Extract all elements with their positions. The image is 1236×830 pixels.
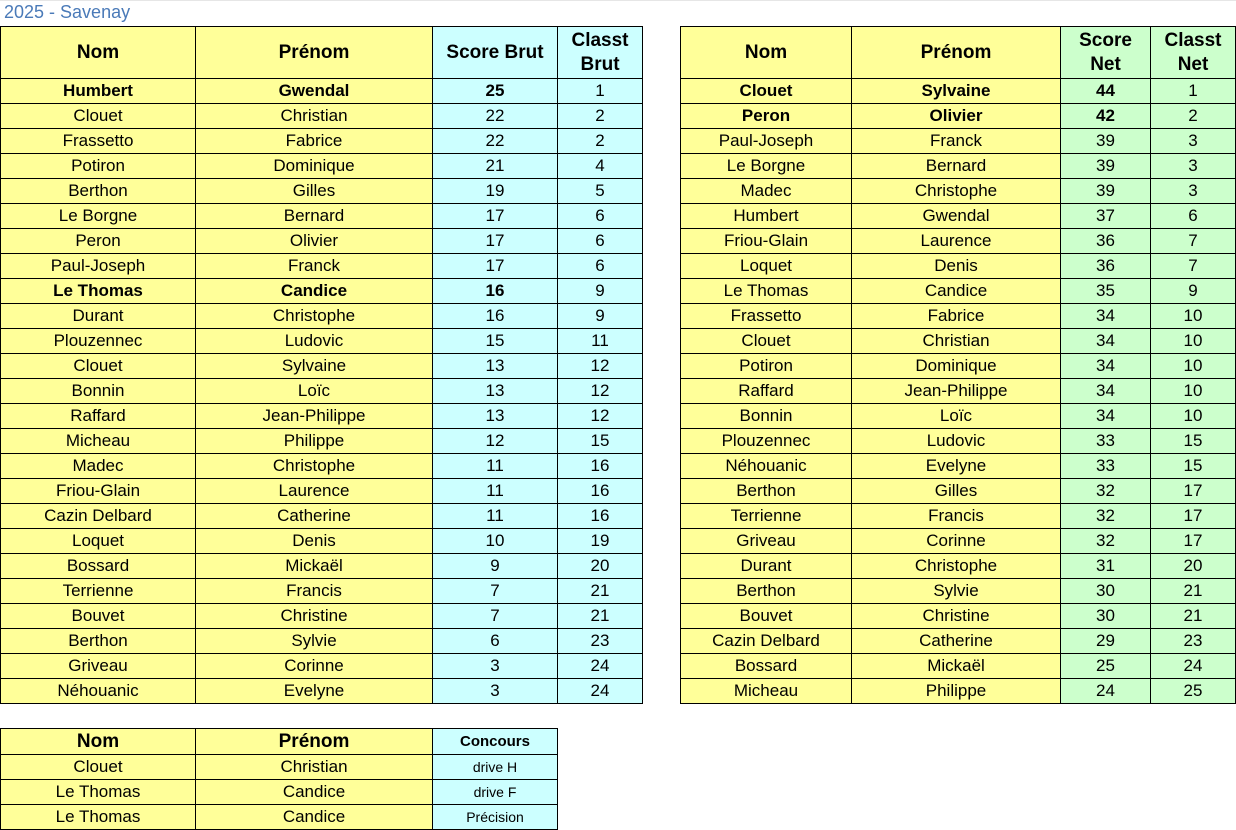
net-cell-nom[interactable]: Bonnin <box>681 404 852 429</box>
net-cell-classt[interactable]: 3 <box>1151 129 1236 154</box>
brut-header-score[interactable]: Score Brut <box>433 27 558 79</box>
brut-cell-prenom[interactable]: Fabrice <box>196 129 433 154</box>
brut-table-row <box>1 204 643 229</box>
brut-cell-score[interactable]: 16 <box>433 279 558 304</box>
net-cell-classt[interactable]: 10 <box>1151 354 1236 379</box>
brut-table-row <box>1 654 643 679</box>
net-cell-nom[interactable]: Berthon <box>681 479 852 504</box>
net-cell-nom[interactable]: Terrienne <box>681 504 852 529</box>
brut-cell-nom[interactable]: Terrienne <box>1 579 196 604</box>
net-cell-classt[interactable]: 24 <box>1151 654 1236 679</box>
net-cell-score[interactable]: 34 <box>1061 379 1151 404</box>
net-cell-classt[interactable]: 21 <box>1151 579 1236 604</box>
brut-cell-nom[interactable]: Peron <box>1 229 196 254</box>
net-cell-classt[interactable]: 25 <box>1151 679 1236 704</box>
net-cell-nom[interactable]: Bouvet <box>681 604 852 629</box>
brut-cell-nom[interactable]: Néhouanic <box>1 679 196 704</box>
brut-table-row <box>1 454 643 479</box>
net-cell-classt[interactable]: 10 <box>1151 304 1236 329</box>
brut-cell-classt[interactable]: 5 <box>558 179 643 204</box>
net-cell-nom[interactable]: Le Borgne <box>681 154 852 179</box>
net-table-row <box>681 354 1236 379</box>
brut-cell-score[interactable]: 13 <box>433 379 558 404</box>
brut-cell-classt[interactable]: 2 <box>558 129 643 154</box>
net-cell-prenom[interactable]: Fabrice <box>852 304 1061 329</box>
net-cell-classt[interactable]: 15 <box>1151 454 1236 479</box>
concours-cell-nom[interactable]: Clouet <box>1 755 196 780</box>
sheet-title: 2025 - Savenay <box>4 2 131 22</box>
brut-table-row <box>1 429 643 454</box>
brut-table-row <box>1 354 643 379</box>
net-cell-score[interactable]: 36 <box>1061 254 1151 279</box>
concours-cell-nom[interactable]: Le Thomas <box>1 780 196 805</box>
brut-table-row <box>1 179 643 204</box>
net-cell-score[interactable]: 33 <box>1061 429 1151 454</box>
net-cell-classt[interactable]: 10 <box>1151 404 1236 429</box>
net-cell-score[interactable]: 42 <box>1061 104 1151 129</box>
net-table-row <box>681 229 1236 254</box>
net-table-row <box>681 204 1236 229</box>
net-table-row <box>681 679 1236 704</box>
net-cell-score[interactable]: 30 <box>1061 604 1151 629</box>
net-cell-nom[interactable]: Durant <box>681 554 852 579</box>
net-cell-classt[interactable]: 17 <box>1151 504 1236 529</box>
brut-cell-nom[interactable]: Bouvet <box>1 604 196 629</box>
net-table-row <box>681 304 1236 329</box>
net-cell-classt[interactable]: 3 <box>1151 154 1236 179</box>
net-cell-prenom[interactable]: Franck <box>852 129 1061 154</box>
brut-cell-nom[interactable]: Clouet <box>1 354 196 379</box>
net-header-score[interactable] <box>1061 27 1151 79</box>
brut-cell-classt[interactable]: 4 <box>558 154 643 179</box>
brut-cell-prenom[interactable]: Gilles <box>196 179 433 204</box>
brut-table-row <box>1 279 643 304</box>
brut-header-row <box>1 27 643 79</box>
sheet-top-rule <box>0 0 1236 1</box>
net-cell-prenom[interactable]: Christophe <box>852 554 1061 579</box>
net-header-score-line1: Score <box>1079 29 1132 51</box>
brut-cell-classt[interactable]: 9 <box>558 304 643 329</box>
net-cell-score[interactable]: 34 <box>1061 329 1151 354</box>
net-header-row <box>681 27 1236 79</box>
net-cell-prenom[interactable]: Corinne <box>852 529 1061 554</box>
brut-table-row <box>1 79 643 104</box>
brut-cell-prenom[interactable]: Christophe <box>196 454 433 479</box>
brut-cell-prenom[interactable]: Christine <box>196 604 433 629</box>
brut-table-row <box>1 504 643 529</box>
net-cell-prenom[interactable]: Christian <box>852 329 1061 354</box>
brut-cell-prenom[interactable]: Dominique <box>196 154 433 179</box>
brut-cell-score[interactable]: 19 <box>433 179 558 204</box>
concours-cell-concours[interactable]: Précision <box>433 805 558 830</box>
net-cell-classt[interactable]: 6 <box>1151 204 1236 229</box>
brut-cell-nom[interactable]: Bossard <box>1 554 196 579</box>
net-table-row <box>681 329 1236 354</box>
brut-cell-nom[interactable]: Berthon <box>1 629 196 654</box>
brut-header-classt-line1: Classt <box>571 29 629 51</box>
brut-cell-prenom[interactable]: Philippe <box>196 429 433 454</box>
brut-table-row <box>1 404 643 429</box>
brut-cell-classt[interactable]: 24 <box>558 679 643 704</box>
net-cell-classt[interactable]: 20 <box>1151 554 1236 579</box>
brut-cell-score[interactable]: 21 <box>433 154 558 179</box>
net-cell-score[interactable]: 32 <box>1061 504 1151 529</box>
concours-table-body <box>1 755 558 830</box>
brut-cell-score[interactable]: 17 <box>433 254 558 279</box>
net-cell-score[interactable]: 29 <box>1061 629 1151 654</box>
concours-table-row <box>1 805 558 830</box>
brut-table-row <box>1 529 643 554</box>
brut-cell-classt[interactable]: 12 <box>558 404 643 429</box>
brut-cell-nom[interactable]: Friou-Glain <box>1 479 196 504</box>
net-table-row <box>681 529 1236 554</box>
brut-table-row <box>1 254 643 279</box>
brut-cell-score[interactable]: 11 <box>433 479 558 504</box>
brut-cell-score[interactable]: 7 <box>433 579 558 604</box>
net-cell-classt[interactable]: 17 <box>1151 479 1236 504</box>
net-cell-prenom[interactable]: Sylvaine <box>852 79 1061 104</box>
net-table-body <box>681 79 1236 704</box>
brut-cell-classt[interactable]: 2 <box>558 104 643 129</box>
net-table-row <box>681 129 1236 154</box>
net-cell-score[interactable]: 39 <box>1061 154 1151 179</box>
brut-cell-prenom[interactable]: Denis <box>196 529 433 554</box>
brut-cell-prenom[interactable]: Jean-Philippe <box>196 404 433 429</box>
brut-cell-score[interactable]: 3 <box>433 654 558 679</box>
brut-cell-score[interactable]: 15 <box>433 329 558 354</box>
net-cell-score[interactable]: 34 <box>1061 354 1151 379</box>
brut-cell-classt[interactable]: 16 <box>558 454 643 479</box>
net-table-row <box>681 504 1236 529</box>
brut-table-row <box>1 304 643 329</box>
net-cell-prenom[interactable]: Evelyne <box>852 454 1061 479</box>
net-cell-prenom[interactable]: Bernard <box>852 154 1061 179</box>
brut-cell-score[interactable]: 13 <box>433 404 558 429</box>
net-cell-nom[interactable]: Griveau <box>681 529 852 554</box>
brut-cell-nom[interactable]: Madec <box>1 454 196 479</box>
net-table-row <box>681 429 1236 454</box>
net-cell-nom[interactable]: Berthon <box>681 579 852 604</box>
concours-header-concours[interactable]: Concours <box>433 729 558 755</box>
net-cell-nom[interactable]: Frassetto <box>681 304 852 329</box>
brut-cell-classt[interactable]: 11 <box>558 329 643 354</box>
brut-cell-nom[interactable]: Le Borgne <box>1 204 196 229</box>
net-cell-prenom[interactable]: Olivier <box>852 104 1061 129</box>
net-cell-prenom[interactable]: Mickaël <box>852 654 1061 679</box>
net-header-classt-line1: Classt <box>1164 29 1222 51</box>
brut-cell-prenom[interactable]: Francis <box>196 579 433 604</box>
brut-cell-prenom[interactable]: Catherine <box>196 504 433 529</box>
brut-cell-classt[interactable]: 9 <box>558 279 643 304</box>
brut-cell-score[interactable]: 11 <box>433 504 558 529</box>
brut-cell-nom[interactable]: Frassetto <box>1 129 196 154</box>
brut-cell-prenom[interactable]: Christian <box>196 104 433 129</box>
concours-header-prenom[interactable]: Prénom <box>196 729 433 755</box>
net-cell-nom[interactable]: Raffard <box>681 379 852 404</box>
brut-table-row <box>1 154 643 179</box>
net-cell-prenom[interactable]: Gilles <box>852 479 1061 504</box>
brut-cell-score[interactable]: 10 <box>433 529 558 554</box>
brut-cell-nom[interactable]: Humbert <box>1 79 196 104</box>
concours-cell-prenom[interactable]: Christian <box>196 755 433 780</box>
net-cell-score[interactable]: 32 <box>1061 529 1151 554</box>
net-cell-score[interactable]: 35 <box>1061 279 1151 304</box>
brut-cell-classt[interactable]: 12 <box>558 379 643 404</box>
net-cell-score[interactable]: 34 <box>1061 404 1151 429</box>
brut-table-row <box>1 379 643 404</box>
net-cell-score[interactable]: 39 <box>1061 179 1151 204</box>
net-cell-nom[interactable]: Potiron <box>681 354 852 379</box>
concours-table-row <box>1 780 558 805</box>
concours-cell-concours[interactable]: drive F <box>433 780 558 805</box>
brut-cell-prenom[interactable]: Olivier <box>196 229 433 254</box>
net-cell-score[interactable]: 30 <box>1061 579 1151 604</box>
net-cell-prenom[interactable]: Gwendal <box>852 204 1061 229</box>
net-cell-classt[interactable]: 21 <box>1151 604 1236 629</box>
brut-cell-classt[interactable]: 1 <box>558 79 643 104</box>
brut-table-body <box>1 79 643 704</box>
brut-cell-prenom[interactable]: Franck <box>196 254 433 279</box>
net-cell-score[interactable]: 34 <box>1061 304 1151 329</box>
brut-cell-nom[interactable]: Paul-Joseph <box>1 254 196 279</box>
brut-header-nom[interactable]: Nom <box>1 27 196 79</box>
brut-cell-prenom[interactable]: Sylvie <box>196 629 433 654</box>
net-cell-classt[interactable]: 17 <box>1151 529 1236 554</box>
net-cell-nom[interactable]: Paul-Joseph <box>681 129 852 154</box>
net-header-nom[interactable]: Nom <box>681 27 852 79</box>
brut-cell-score[interactable]: 7 <box>433 604 558 629</box>
net-header-classt[interactable] <box>1151 27 1236 79</box>
concours-cell-prenom[interactable]: Candice <box>196 805 433 830</box>
brut-cell-nom[interactable]: Berthon <box>1 179 196 204</box>
concours-cell-concours[interactable]: drive H <box>433 755 558 780</box>
brut-table-row <box>1 104 643 129</box>
net-table-row <box>681 629 1236 654</box>
brut-cell-prenom[interactable]: Christophe <box>196 304 433 329</box>
brut-cell-score[interactable]: 25 <box>433 79 558 104</box>
net-cell-nom[interactable]: Peron <box>681 104 852 129</box>
net-cell-nom[interactable]: Cazin Delbard <box>681 629 852 654</box>
net-cell-prenom[interactable]: Philippe <box>852 679 1061 704</box>
brut-header-classt-line2: Brut <box>580 53 620 75</box>
concours-cell-nom[interactable]: Le Thomas <box>1 805 196 830</box>
net-table-row <box>681 404 1236 429</box>
net-table-row <box>681 579 1236 604</box>
brut-cell-classt[interactable]: 24 <box>558 654 643 679</box>
net-cell-prenom[interactable]: Candice <box>852 279 1061 304</box>
net-ranking-table <box>680 26 1236 704</box>
brut-table-row <box>1 329 643 354</box>
net-cell-score[interactable]: 44 <box>1061 79 1151 104</box>
net-table-row <box>681 654 1236 679</box>
brut-cell-classt[interactable]: 6 <box>558 229 643 254</box>
brut-cell-score[interactable]: 13 <box>433 354 558 379</box>
net-cell-nom[interactable]: Madec <box>681 179 852 204</box>
net-cell-prenom[interactable]: Denis <box>852 254 1061 279</box>
net-cell-prenom[interactable]: Laurence <box>852 229 1061 254</box>
brut-cell-prenom[interactable]: Sylvaine <box>196 354 433 379</box>
brut-cell-classt[interactable]: 15 <box>558 429 643 454</box>
brut-cell-prenom[interactable]: Laurence <box>196 479 433 504</box>
net-cell-score[interactable]: 33 <box>1061 454 1151 479</box>
brut-cell-nom[interactable]: Loquet <box>1 529 196 554</box>
concours-table <box>0 728 558 830</box>
net-cell-nom[interactable]: Micheau <box>681 679 852 704</box>
brut-table-row <box>1 229 643 254</box>
net-table-row <box>681 104 1236 129</box>
net-cell-nom[interactable]: Loquet <box>681 254 852 279</box>
brut-cell-score[interactable]: 22 <box>433 104 558 129</box>
brut-cell-nom[interactable]: Bonnin <box>1 379 196 404</box>
brut-header-prenom[interactable]: Prénom <box>196 27 433 79</box>
net-table-row <box>681 454 1236 479</box>
net-cell-prenom[interactable]: Dominique <box>852 354 1061 379</box>
brut-cell-nom[interactable]: Plouzennec <box>1 329 196 354</box>
brut-cell-prenom[interactable]: Candice <box>196 279 433 304</box>
net-cell-prenom[interactable]: Christophe <box>852 179 1061 204</box>
net-cell-classt[interactable]: 10 <box>1151 329 1236 354</box>
net-cell-nom[interactable]: Friou-Glain <box>681 229 852 254</box>
brut-cell-score[interactable]: 9 <box>433 554 558 579</box>
concours-cell-prenom[interactable]: Candice <box>196 780 433 805</box>
net-cell-score[interactable]: 31 <box>1061 554 1151 579</box>
brut-table-row <box>1 479 643 504</box>
net-table-row <box>681 554 1236 579</box>
net-cell-classt[interactable]: 3 <box>1151 179 1236 204</box>
net-table-row <box>681 379 1236 404</box>
concours-header-nom[interactable]: Nom <box>1 729 196 755</box>
net-cell-nom[interactable]: Bossard <box>681 654 852 679</box>
net-table-row <box>681 254 1236 279</box>
brut-cell-nom[interactable]: Le Thomas <box>1 279 196 304</box>
concours-table-row <box>1 755 558 780</box>
brut-table-row <box>1 554 643 579</box>
brut-cell-nom[interactable]: Raffard <box>1 404 196 429</box>
brut-cell-score[interactable]: 16 <box>433 304 558 329</box>
brut-cell-score[interactable]: 17 <box>433 204 558 229</box>
brut-cell-classt[interactable]: 19 <box>558 529 643 554</box>
brut-cell-prenom[interactable]: Gwendal <box>196 79 433 104</box>
brut-cell-nom[interactable]: Griveau <box>1 654 196 679</box>
concours-header-row <box>1 729 558 755</box>
net-cell-prenom[interactable]: Christine <box>852 604 1061 629</box>
net-cell-score[interactable]: 25 <box>1061 654 1151 679</box>
brut-cell-score[interactable]: 11 <box>433 454 558 479</box>
brut-cell-classt[interactable]: 16 <box>558 479 643 504</box>
brut-cell-nom[interactable]: Cazin Delbard <box>1 504 196 529</box>
brut-cell-classt[interactable]: 21 <box>558 604 643 629</box>
brut-cell-classt[interactable]: 6 <box>558 254 643 279</box>
brut-header-classt[interactable] <box>558 27 643 79</box>
brut-cell-prenom[interactable]: Loïc <box>196 379 433 404</box>
net-header-prenom[interactable]: Prénom <box>852 27 1061 79</box>
brut-cell-classt[interactable]: 20 <box>558 554 643 579</box>
net-cell-prenom[interactable]: Jean-Philippe <box>852 379 1061 404</box>
net-cell-nom[interactable]: Néhouanic <box>681 454 852 479</box>
brut-cell-score[interactable]: 17 <box>433 229 558 254</box>
brut-cell-score[interactable]: 12 <box>433 429 558 454</box>
brut-cell-score[interactable]: 6 <box>433 629 558 654</box>
brut-cell-nom[interactable]: Potiron <box>1 154 196 179</box>
brut-table-row <box>1 579 643 604</box>
net-table-row <box>681 154 1236 179</box>
net-cell-prenom[interactable]: Sylvie <box>852 579 1061 604</box>
net-cell-prenom[interactable]: Loïc <box>852 404 1061 429</box>
net-cell-nom[interactable]: Plouzennec <box>681 429 852 454</box>
net-cell-nom[interactable]: Clouet <box>681 329 852 354</box>
brut-cell-score[interactable]: 3 <box>433 679 558 704</box>
brut-cell-score[interactable]: 22 <box>433 129 558 154</box>
net-cell-nom[interactable]: Humbert <box>681 204 852 229</box>
brut-table-row <box>1 679 643 704</box>
net-header-score-line2: Net <box>1090 53 1121 75</box>
net-cell-classt[interactable]: 1 <box>1151 79 1236 104</box>
net-header-classt-line2: Net <box>1177 53 1209 75</box>
net-cell-nom[interactable]: Le Thomas <box>681 279 852 304</box>
brut-cell-classt[interactable]: 6 <box>558 204 643 229</box>
brut-table-row <box>1 129 643 154</box>
brut-cell-classt[interactable]: 23 <box>558 629 643 654</box>
net-cell-score[interactable]: 24 <box>1061 679 1151 704</box>
brut-cell-classt[interactable]: 16 <box>558 504 643 529</box>
net-cell-classt[interactable]: 7 <box>1151 254 1236 279</box>
net-cell-classt[interactable]: 9 <box>1151 279 1236 304</box>
net-table-row <box>681 604 1236 629</box>
brut-table-row <box>1 629 643 654</box>
brut-cell-prenom[interactable]: Evelyne <box>196 679 433 704</box>
brut-cell-prenom[interactable]: Ludovic <box>196 329 433 354</box>
brut-ranking-table <box>0 26 643 704</box>
net-cell-score[interactable]: 39 <box>1061 129 1151 154</box>
net-cell-classt[interactable]: 23 <box>1151 629 1236 654</box>
brut-cell-prenom[interactable]: Mickaël <box>196 554 433 579</box>
brut-cell-prenom[interactable]: Bernard <box>196 204 433 229</box>
net-cell-prenom[interactable]: Francis <box>852 504 1061 529</box>
net-cell-nom[interactable]: Clouet <box>681 79 852 104</box>
net-cell-score[interactable]: 37 <box>1061 204 1151 229</box>
net-table-row <box>681 279 1236 304</box>
net-cell-score[interactable]: 32 <box>1061 479 1151 504</box>
net-table-row <box>681 179 1236 204</box>
brut-cell-prenom[interactable]: Corinne <box>196 654 433 679</box>
brut-table-row <box>1 604 643 629</box>
net-table-row <box>681 479 1236 504</box>
net-cell-classt[interactable]: 2 <box>1151 104 1236 129</box>
net-cell-classt[interactable]: 15 <box>1151 429 1236 454</box>
brut-cell-classt[interactable]: 12 <box>558 354 643 379</box>
net-cell-score[interactable]: 36 <box>1061 229 1151 254</box>
net-table-row <box>681 79 1236 104</box>
brut-cell-nom[interactable]: Micheau <box>1 429 196 454</box>
brut-cell-classt[interactable]: 21 <box>558 579 643 604</box>
brut-cell-nom[interactable]: Durant <box>1 304 196 329</box>
net-cell-classt[interactable]: 7 <box>1151 229 1236 254</box>
net-cell-prenom[interactable]: Ludovic <box>852 429 1061 454</box>
net-cell-classt[interactable]: 10 <box>1151 379 1236 404</box>
net-cell-prenom[interactable]: Catherine <box>852 629 1061 654</box>
brut-cell-nom[interactable]: Clouet <box>1 104 196 129</box>
